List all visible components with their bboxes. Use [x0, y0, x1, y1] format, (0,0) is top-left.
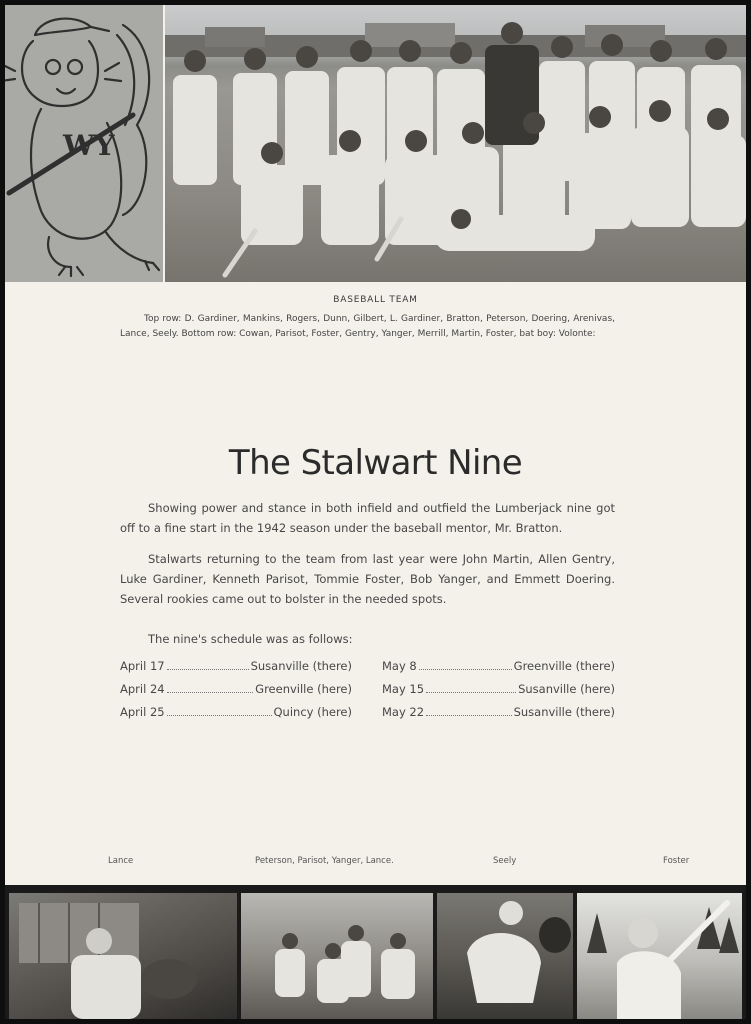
photo-lance-figure: [9, 893, 237, 1019]
game-opponent: Greenville (there): [513, 659, 615, 673]
schedule-row: [120, 659, 615, 682]
dot-leader: [426, 715, 511, 716]
photo-seely: [437, 893, 573, 1019]
page-headline: The Stalwart Nine: [228, 443, 523, 483]
photo-caption-title: BASEBALL TEAM: [333, 295, 418, 305]
photo-group-of-four: [241, 893, 433, 1019]
mascot-illustration: [5, 5, 163, 282]
photo-caption: Peterson, Parisot, Yanger, Lance.: [255, 856, 394, 866]
dot-leader: [419, 669, 512, 670]
photo-seely-figure: [437, 893, 573, 1019]
team-photo: [165, 5, 746, 282]
game-opponent: Susanville (here): [518, 682, 615, 696]
game-date: April 24: [120, 682, 165, 696]
schedule-row: [120, 705, 615, 728]
game-date: April 25: [120, 705, 165, 719]
bottom-photo-strip: [5, 885, 746, 1019]
article-paragraph: Stalwarts returning to the team from last year were John Martin, Allen Gentry, Luke Gardiner, Kenneth Parisot, Tommie Foster, Bob Yanger, and Emmett Doering. Several rookies came out to bolster in the needed spots.: [120, 552, 615, 606]
schedule-item: [382, 682, 615, 696]
article-paragraph: Showing power and stance in both infield and outfield the Lumberjack nine got off to a fine start in the 1942 season under the baseball mentor, Mr. Bratton.: [120, 501, 615, 535]
schedule-row: [120, 682, 615, 705]
game-date: May 8: [382, 659, 417, 673]
schedule-list: [120, 659, 615, 728]
schedule-intro: The nine's schedule was as follows:: [148, 632, 353, 646]
dot-leader: [167, 669, 249, 670]
game-opponent: Quincy (here): [273, 705, 352, 719]
photo-caption: Lance: [108, 856, 134, 866]
bottom-photo-captions: [5, 856, 746, 870]
yearbook-page: [5, 5, 746, 1019]
photo-caption: Seely: [493, 856, 517, 866]
photo-foster: [577, 893, 742, 1019]
photo-group-figures: [241, 893, 433, 1019]
photo-caption-body: Top row: D. Gardiner, Mankins, Rogers, Dunn, Gilbert, L. Gardiner, Bratton, Peterson, Doering, Arenivas, Lance, Seely. Bottom row: Cowan, Parisot, Foster, Gentry, Yanger, Merrill, Martin, Foster, bat boy: Volonte:: [120, 314, 615, 339]
dot-leader: [167, 692, 254, 693]
game-date: May 22: [382, 705, 425, 719]
schedule-item: [120, 659, 352, 673]
squirrel-mascot-icon: [5, 5, 163, 282]
schedule-item: [120, 682, 352, 696]
photo-foster-figure: [577, 893, 742, 1019]
team-photo-figures: [165, 5, 746, 282]
schedule-item: [382, 659, 615, 673]
game-opponent: Susanville (there): [513, 705, 615, 719]
dot-leader: [167, 715, 272, 716]
game-opponent: Greenville (here): [255, 682, 352, 696]
mascot-letters: WY: [63, 129, 115, 162]
game-date: May 15: [382, 682, 425, 696]
game-opponent: Susanville (there): [250, 659, 352, 673]
photo-caption: Foster: [663, 856, 690, 866]
schedule-item: [382, 705, 615, 719]
schedule-item: [120, 705, 352, 719]
photo-lance: [9, 893, 237, 1019]
dot-leader: [426, 692, 516, 693]
game-date: April 17: [120, 659, 165, 673]
